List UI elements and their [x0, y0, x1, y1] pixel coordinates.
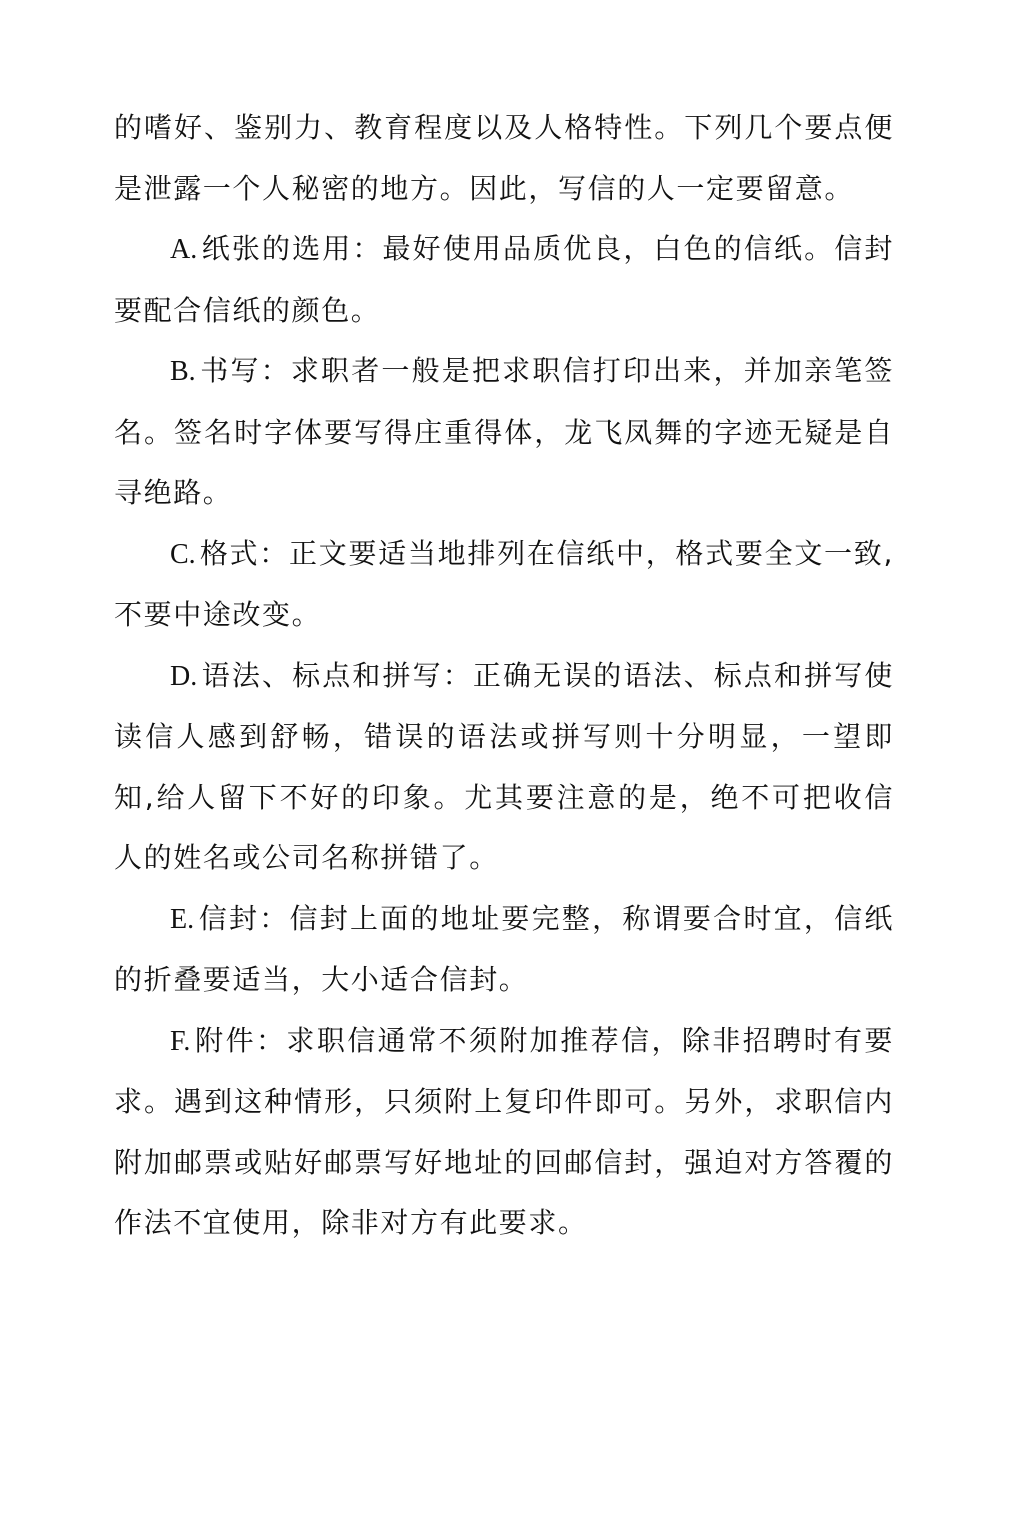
item-label-a: A.	[170, 234, 198, 265]
paragraph-intro-continuation	[114, 98, 894, 219]
paragraph-format	[114, 524, 894, 646]
item-label-f: F.	[170, 1025, 191, 1057]
paragraph-paper-choice	[114, 219, 894, 341]
paragraph-text: 书写：求职者一般是把求职信打印出来，并加亲笔签名。签名时字体要写得庄重得体，龙飞凤舞的字迹无疑是自寻绝路。	[114, 354, 894, 509]
paragraph-text: 的嗜好、鉴别力、教育程度以及人格特性。下列几个要点便是泄露一个人秘密的地方。因此，写信的人一定要留意。	[114, 111, 894, 205]
paragraph-writing	[114, 341, 894, 524]
document-body	[114, 98, 894, 1254]
paragraph-text: 附件：求职信通常不须附加推荐信，除非招聘时有要求。遇到这种情形，只须附上复印件即可。另外，求职信内附加邮票或贴好邮票写好地址的回邮信封，强迫对方答覆的作法不宜使用，除非对方有此要求。	[114, 1023, 894, 1239]
item-label-b: B.	[170, 356, 196, 387]
paragraph-text: 信封：信封上面的地址要完整，称谓要合时宜，信纸的折叠要适当，大小适合信封。	[114, 901, 894, 996]
item-label-d: D.	[170, 660, 198, 692]
item-label-c: C.	[170, 538, 196, 570]
paragraph-text: 语法、标点和拼写：正确无误的语法、标点和拼写使读信人感到舒畅，错误的语法或拼写则十分明显，一望即知,给人留下不好的印象。尤其要注意的是，绝不可把收信人的姓名或公司名称拼错了。	[114, 658, 894, 874]
item-label-e: E.	[170, 903, 195, 935]
paragraph-grammar	[114, 646, 894, 889]
paragraph-envelope	[114, 889, 894, 1011]
paragraph-text: 格式：正文要适当地排列在信纸中，格式要全文一致,不要中途改变。	[114, 536, 894, 631]
paragraph-text: 纸张的选用：最好使用品质优良，白色的信纸。信封要配合信纸的颜色。	[114, 232, 894, 327]
paragraph-attachments	[114, 1011, 894, 1254]
